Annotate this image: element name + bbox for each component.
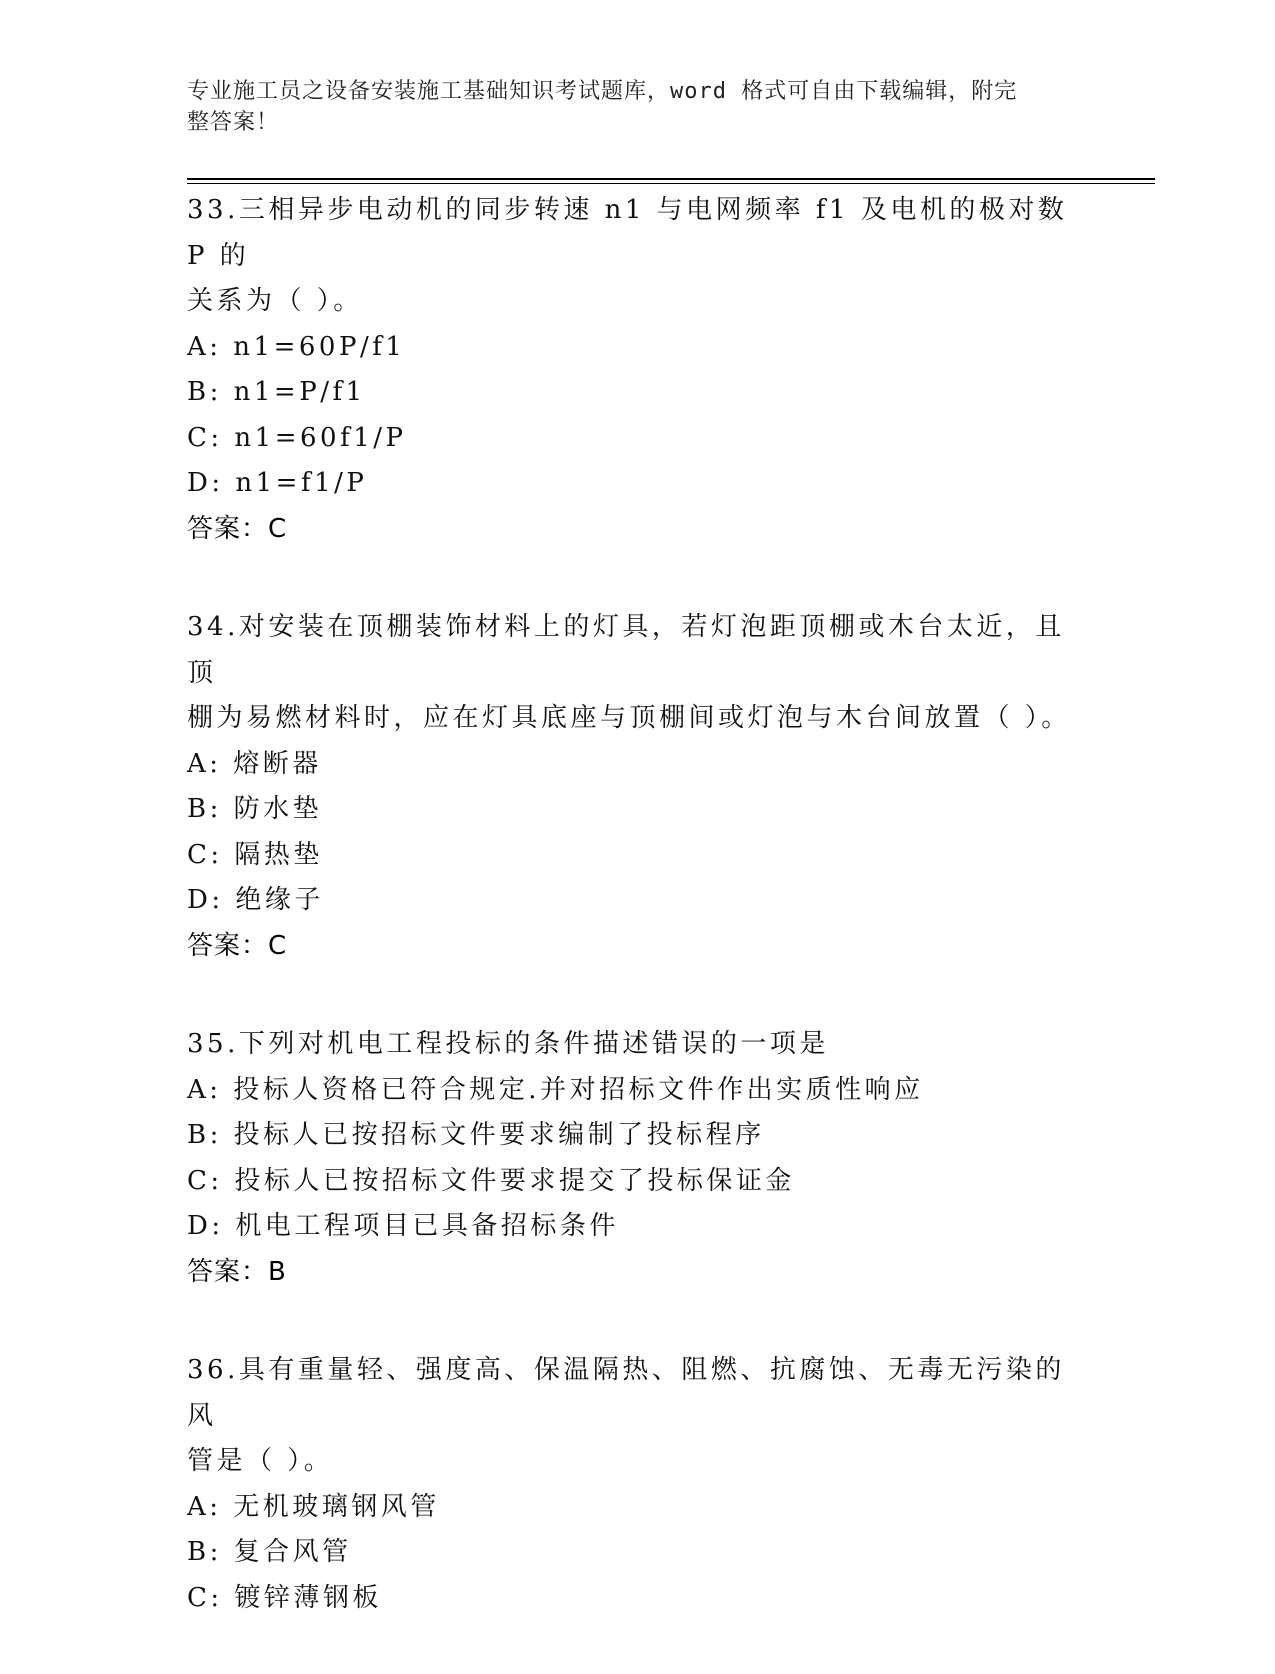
question-stem-line: 33.三相异步电动机的同步转速 n1 与电网频率 f1 及电机的极对数 P 的	[187, 195, 1068, 271]
header-rule-thick	[187, 178, 1155, 180]
question-stem-line: 35.下列对机电工程投标的条件描述错误的一项是	[187, 1029, 829, 1059]
option-a: A: n1=60P/f1	[187, 331, 406, 362]
option-d: D: 绝缘子	[187, 885, 324, 915]
answer-line: 答案：C	[187, 930, 288, 961]
question-stem-line: 关系为（ ）。	[187, 286, 363, 316]
option-a: A: 投标人资格已符合规定.并对招标文件作出实质性响应	[187, 1074, 924, 1105]
option-b: B: n1=P/f1	[187, 377, 366, 407]
question-list	[187, 188, 1087, 1674]
option-c: C: 投标人已按招标文件要求提交了投标保证金	[187, 1165, 795, 1196]
option-a: A: 无机玻璃钢风管	[187, 1491, 440, 1522]
answer-line: 答案：B	[187, 1256, 287, 1287]
option-b: B: 投标人已按招标文件要求编制了投标程序	[187, 1120, 765, 1150]
question-35	[187, 1022, 1087, 1295]
question-36	[187, 1348, 1087, 1621]
header-rule-thin	[187, 183, 1155, 184]
option-c: C: 隔热垫	[187, 839, 323, 870]
question-stem-line: 34.对安装在顶棚装饰材料上的灯具，若灯泡距顶棚或木台太近，且顶	[187, 612, 1065, 688]
option-a: A: 熔断器	[187, 748, 322, 779]
question-33	[187, 188, 1087, 552]
question-34	[187, 605, 1087, 969]
option-c: C: n1=60f1/P	[187, 422, 407, 453]
answer-line: 答案：C	[187, 513, 288, 544]
header-line-1: 专业施工员之设备安装施工基础知识考试题库，word 格式可自由下载编辑，附完	[187, 79, 1018, 104]
option-d: D: n1=f1/P	[187, 468, 368, 498]
question-stem-line: 管是（ ）。	[187, 1446, 334, 1476]
option-b: B: 复合风管	[187, 1537, 352, 1567]
option-d: D: 机电工程项目已具备招标条件	[187, 1211, 619, 1241]
question-stem-line: 36.具有重量轻、强度高、保温隔热、阻燃、抗腐蚀、无毒无污染的风	[187, 1355, 1065, 1431]
option-b: B: 防水垫	[187, 794, 323, 824]
question-stem-line: 棚为易燃材料时，应在灯具底座与顶棚间或灯泡与木台间放置（ ）。	[187, 703, 1071, 733]
header-line-2: 整答案！	[187, 110, 280, 135]
option-c: C: 镀锌薄钢板	[187, 1582, 382, 1613]
document-header	[187, 76, 1067, 138]
